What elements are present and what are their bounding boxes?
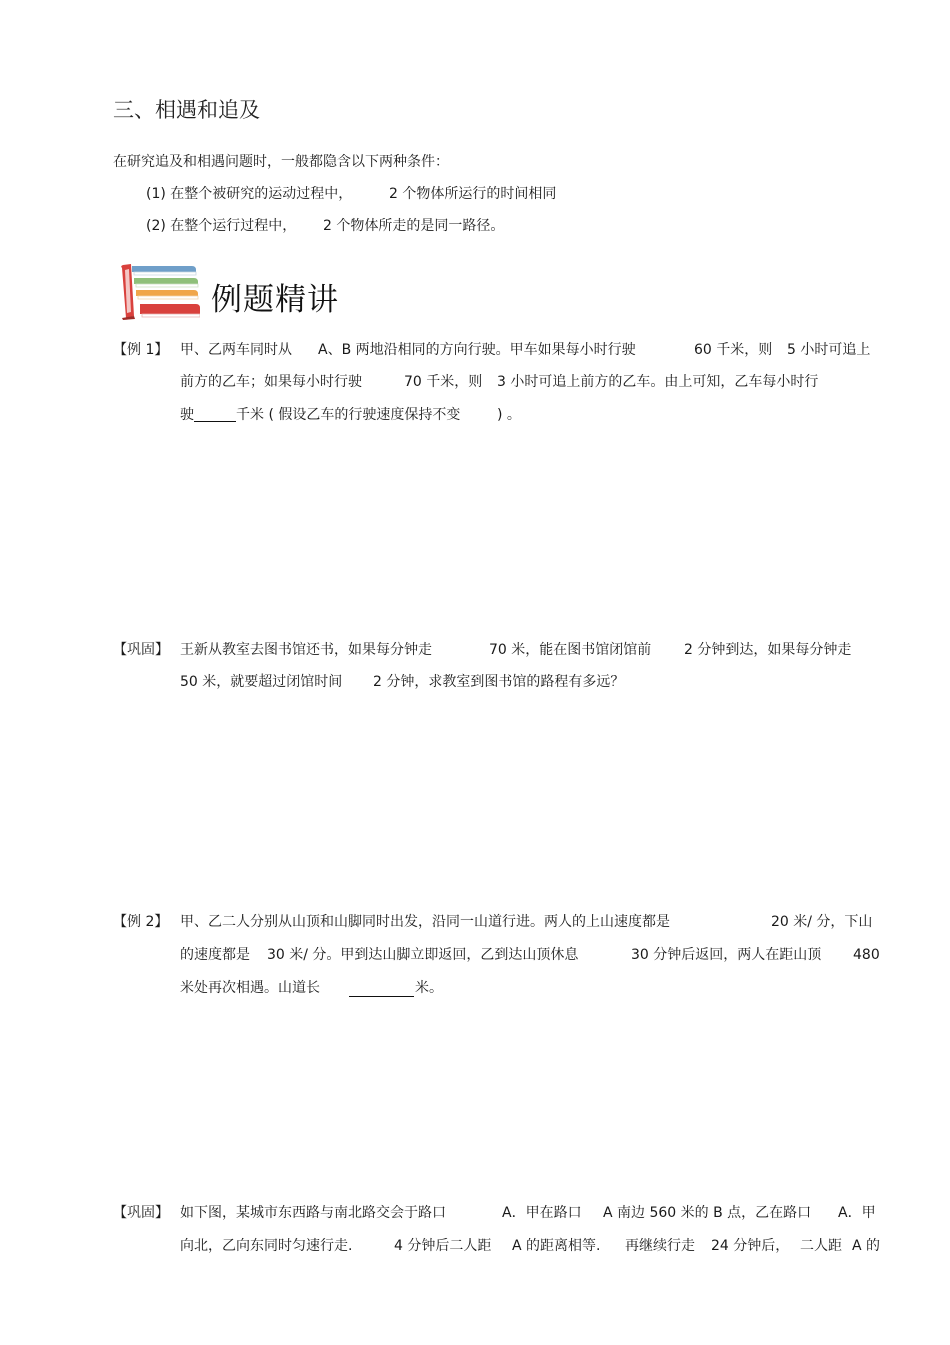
ex1-line1-seg3: 60 千米，则 (694, 342, 773, 358)
ex1-line1-seg2: A、B 两地沿相同的方向行驶。甲车如果每小时行驶 (318, 342, 636, 358)
example-2-tag: 【例 2】 (113, 914, 169, 930)
intro-text: 在研究追及和相遇问题时，一般都隐含以下两种条件： (113, 154, 449, 170)
banner-title: 例题精讲 (211, 282, 339, 318)
ex1-line2-seg1: 前方的乙车；如果每小时行驶 (180, 374, 362, 390)
gu2-line1-seg2: A．甲在路口 (502, 1205, 582, 1221)
gu2-line2-seg7: A 的 (852, 1238, 881, 1254)
ex1-line3-seg2: 千米 ( 假设乙车的行驶速度保持不变 (236, 407, 461, 423)
condition-2-b: 2 个物体所走的是同一路径。 (323, 218, 505, 234)
ex1-line3-seg1: 驶 (180, 407, 194, 423)
gu2-line2-seg2: 4 分钟后二人距 (394, 1238, 492, 1254)
ex1-line3-seg3: ) 。 (497, 407, 521, 423)
example-1-tag: 【例 1】 (113, 342, 169, 358)
gu1-line2-seg1: 50 米，就要超过闭馆时间 (180, 674, 343, 690)
ex2-line3-seg1: 米处再次相遇。山道长 (180, 980, 320, 996)
ex2-line2-seg1: 的速度都是 (180, 947, 250, 963)
condition-1-b: 2 个物体所运行的时间相同 (389, 186, 557, 202)
ex2-line2-seg3: 30 分钟后返回，两人在距山顶 (631, 947, 822, 963)
gu2-line1-seg3: A 南边 560 米的 B 点，乙在路口 (603, 1205, 812, 1221)
ex2-line1-seg1: 甲、乙二人分别从山顶和山脚同时出发，沿同一山道行进。两人的上山速度都是 (180, 914, 670, 930)
ex1-line1-seg4: 5 小时可追上 (787, 342, 871, 358)
condition-2-a: (2) 在整个运行过程中， (146, 218, 297, 234)
answer-blank-2 (349, 980, 414, 997)
consolidate-2-tag: 【巩固】 (113, 1205, 169, 1221)
ex1-line2-seg2: 70 千米，则 (404, 374, 483, 390)
ex2-line1-seg2: 20 米/ 分，下山 (771, 914, 873, 930)
gu1-line2-seg2: 2 分钟，求教室到图书馆的路程有多远？ (373, 674, 625, 690)
gu2-line2-seg4: 再继续行走 (625, 1238, 695, 1254)
answer-blank-1 (194, 405, 236, 422)
gu1-line1-seg1: 王新从教室去图书馆还书，如果每分钟走 (180, 642, 432, 658)
consolidate-1-tag: 【巩固】 (113, 642, 169, 658)
ex1-line1-seg1: 甲、乙两车同时从 (180, 342, 292, 358)
ex1-line3 (180, 405, 460, 425)
gu2-line2-seg5: 24 分钟后， (711, 1238, 790, 1254)
section-title: 三、相遇和追及 (113, 98, 260, 122)
gu2-line2-seg1: 向北，乙向东同时匀速行走. (180, 1238, 353, 1254)
gu2-line1-seg4: A．甲 (838, 1205, 876, 1221)
gu2-line1-seg1: 如下图，某城市东西路与南北路交会于路口 (180, 1205, 446, 1221)
gu2-line2-seg6: 二人距 (800, 1238, 842, 1254)
gu1-line1-seg3: 2 分钟到达，如果每分钟走 (684, 642, 852, 658)
ex1-line2-seg3: 3 小时可追上前方的乙车。由上可知，乙车每小时行 (497, 374, 819, 390)
books-stack-icon (118, 262, 200, 320)
ex2-line2-seg4: 480 (853, 947, 880, 963)
ex2-line3-seg2: 米。 (415, 980, 443, 996)
gu1-line1-seg2: 70 米，能在图书馆闭馆前 (489, 642, 652, 658)
gu2-line2-seg3: A 的距离相等. (512, 1238, 601, 1254)
ex2-line2-seg2: 30 米/ 分。甲到达山脚立即返回，乙到达山顶休息 (267, 947, 579, 963)
condition-1-a: (1) 在整个被研究的运动过程中， (146, 186, 353, 202)
